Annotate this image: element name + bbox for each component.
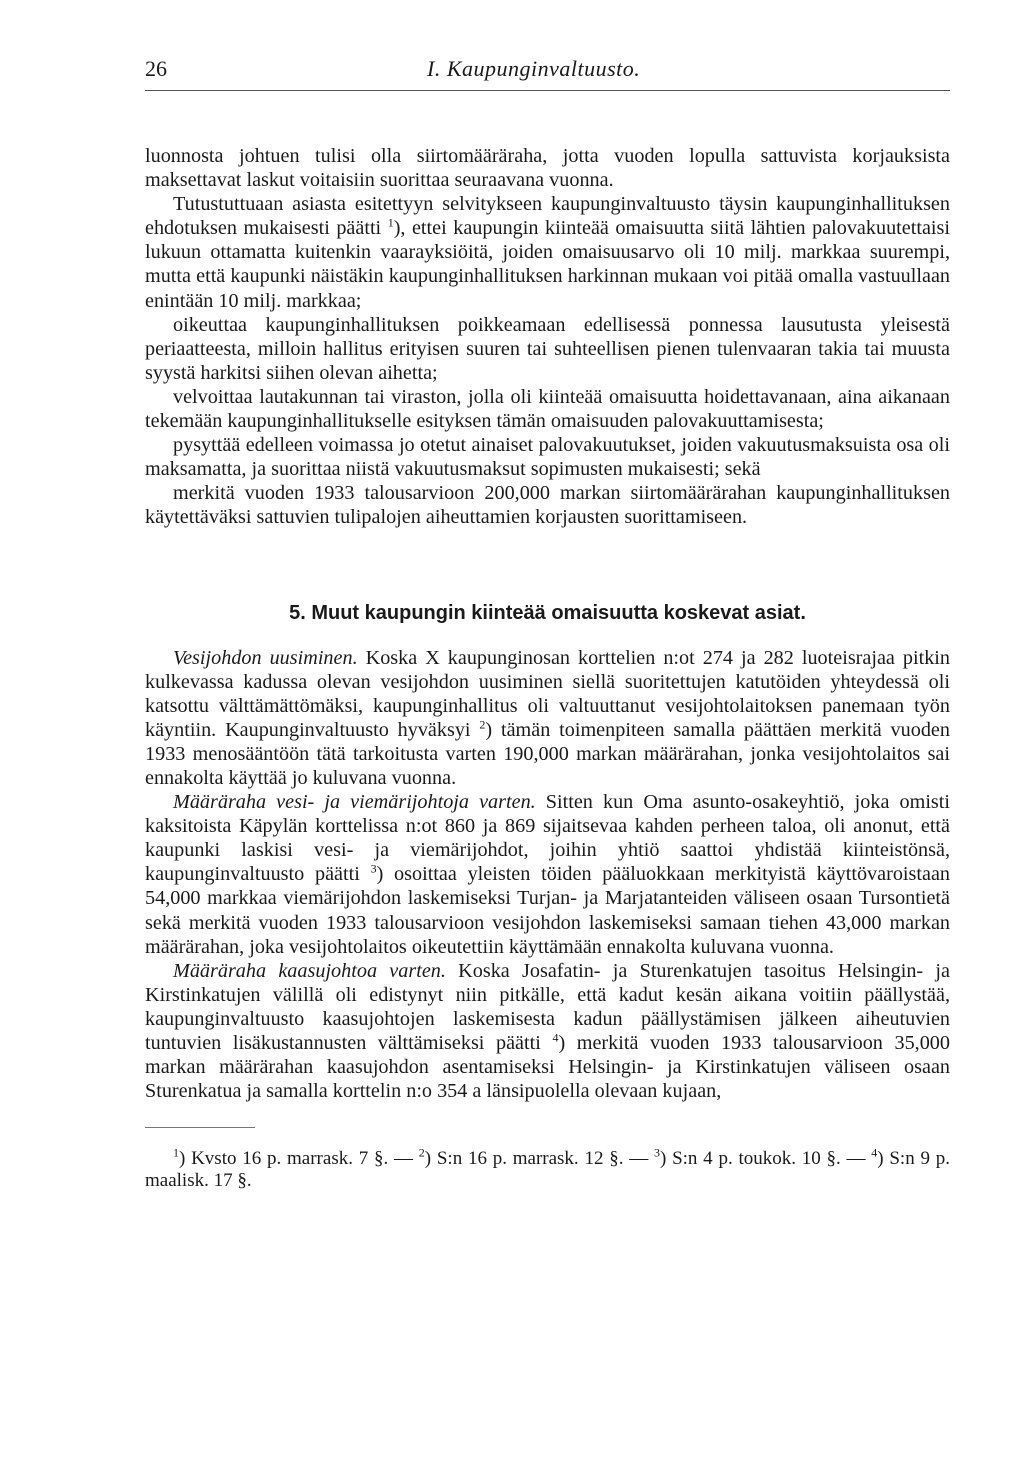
paragraph-lead: Määräraha kaasujohtoa varten. — [173, 959, 446, 982]
paragraph: Vesijohdon uusiminen. Koska X kaupunginosan korttelien n:ot 274 ja 282 luoteisrajaa pitkin kulkevassa kadussa olevan vesijohdon uusiminen siellä suoritettujen katutöiden yhteydessä oli katsottu välttämättömäksi, kaupunginhallitus oli valtuuttanut vesijohtolaitoksen panemaan työn käyntiin. Kaupunginvaltuusto hyväksyi $^2$) tämän toimenpiteen samalla päättäen merkitä vuoden 1933 menosääntöön tätä tarkoitusta varten 190,000 markan määrärahan, jonka vesijohtolaitos sai ennakolta käyttää jo kuluvana vuonna. — [145, 646, 950, 789]
section-heading: 5. Muut kaupungin kiinteää omaisuutta koskevat asiat. — [289, 601, 806, 624]
intro-text — [145, 144, 950, 530]
footnote-marker: 3 — [653, 1145, 660, 1160]
footnote-rule — [145, 1127, 255, 1128]
footnote-marker: 2 — [418, 1145, 425, 1160]
paragraph: Tutustuttuaan asiasta esitettyyn selvitykseen kaupunginvaltuusto täysin kaupunginhallituksen ehdotuksen mukaisesti päätti $^1$), ettei kaupungin kiinteää omaisuutta siitä lähtien palovakuutettaisi lukuun ottamatta kuitenkin vaarayksiöitä, joiden omaisuusarvo oli 10 milj. markkaa suurempi, mutta että kaupunki näistäkin kaupunginhallituksen harkinnan mukaan voi pitää omalla vastuullaan enintään 10 milj. markkaa; — [145, 193, 950, 312]
paragraph: oikeuttaa kaupunginhallituksen poikkeamaan edellisessä ponnessa lausutusta yleisestä periaatteesta, milloin hallitus erityisen suuren tai suhteellisen pienen tulenvaaran takia tai muusta syystä harkitsi siihen olevan aihetta; — [145, 313, 950, 384]
paragraph: luonnosta johtuen tulisi olla siirtomääräraha, jotta vuoden lopulla sattuvista korjauksista maksettavat laskut voitaisiin suorittaa seuraavana vuonna. — [145, 145, 950, 192]
paragraph: merkitä vuoden 1933 talousarvioon 200,000 markan siirtomäärärahan kaupunginhallituksen käytettäväksi sattuvien tulipalojen aiheuttamien korjausten suorittamiseen. — [145, 482, 950, 529]
footnotes — [145, 1145, 950, 1192]
section-text — [145, 646, 950, 1104]
paragraph-lead: Vesijohdon uusiminen. — [173, 646, 358, 669]
header-rule — [145, 90, 950, 91]
footnote-marker: 4 — [871, 1145, 878, 1160]
running-head: I. Kaupunginvaltuusto. — [427, 56, 641, 81]
page-number: 26 — [145, 56, 167, 81]
footnote-ref: 1 — [387, 215, 394, 230]
paragraph: velvoittaa lautakunnan tai viraston, jolla oli kiinteää omaisuutta hoidettavanaan, aina aikanaan tekemään kaupunginhallitukselle esityksen tämän omaisuuden palovakuuttamisesta; — [145, 385, 950, 433]
paragraph: Määräraha vesi- ja viemärijohtoja varten. Sitten kun Oma asunto-osakeyhtiö, joka omisti kaksitoista Käpylän korttelissa n:ot 860 ja 869 sijaitsevaa kahden perheen taloa, oli anonut, että kaupunki laskisi vesi- ja viemärijohdot, joihin yhtiö saattoi yhdistää kiinteistönsä, kaupunginvaltuusto päätti $^3$) osoittaa yleisten töiden pääluokkaan merkityistä käyttövaroistaan 54,000 markkaa viemärijohdon laskemiseksi Turjan- ja Marjatanteiden väliseen osaan Tursontietä sekä merkitä vuoden 1933 talousarvioon vesijohdon laskemiseksi samaan tiehen 43,000 markan määrärahan, joka vesijohtolaitos oikeutettiin käyttämään ennakolta kuluvana vuonna. — [145, 791, 951, 958]
footnote-ref: 3 — [370, 861, 377, 876]
document-page — [145, 50, 950, 1192]
paragraph-lead: Määräraha vesi- ja viemärijohtoja varten. — [173, 791, 536, 814]
paragraph: pysyttää edelleen voimassa jo otetut ainaiset palovakuutukset, joiden vakuutusmaksuista osa oli maksamatta, ja suorittaa niistä vakuutusmaksut sopimusten mukaisesti; sekä — [145, 434, 950, 481]
footnote-line: $^1$) Kvsto 16 p. marrask. 7 §. — $^2$) S:n 16 p. marrask. 12 §. — $^3$) S:n 4 p. toukok. 10 §. — $^4$) S:n 9 p. maalisk. 17 §. — [145, 1145, 950, 1192]
footnote-ref: 4 — [552, 1030, 559, 1045]
footnote-ref: 2 — [479, 717, 486, 732]
page-header — [145, 50, 950, 90]
footnote-marker: 1 — [173, 1145, 179, 1160]
paragraph: Määräraha kaasujohtoa varten. Koska Josafatin- ja Sturenkatujen tasoitus Helsingin- ja Kirstinkatujen välillä oli edistynyt niin pitkälle, että kadut kesän aikana voitiin päällystää, kaupunginvaltuusto kaasujohtojen laskemisesta kadun päällystämisen jälkeen aiheutuvien tuntuvien lisäkustannusten välttämiseksi päätti $^4$) merkitä vuoden 1933 talousarvioon 35,000 markan määrärahan kaasujohdon asentamiseksi Helsingin- ja Kirstinkatujen väliseen osaan Sturenkatua ja samalla korttelin n:o 354 a länsipuolella olevaan kujaan, — [145, 959, 950, 1103]
